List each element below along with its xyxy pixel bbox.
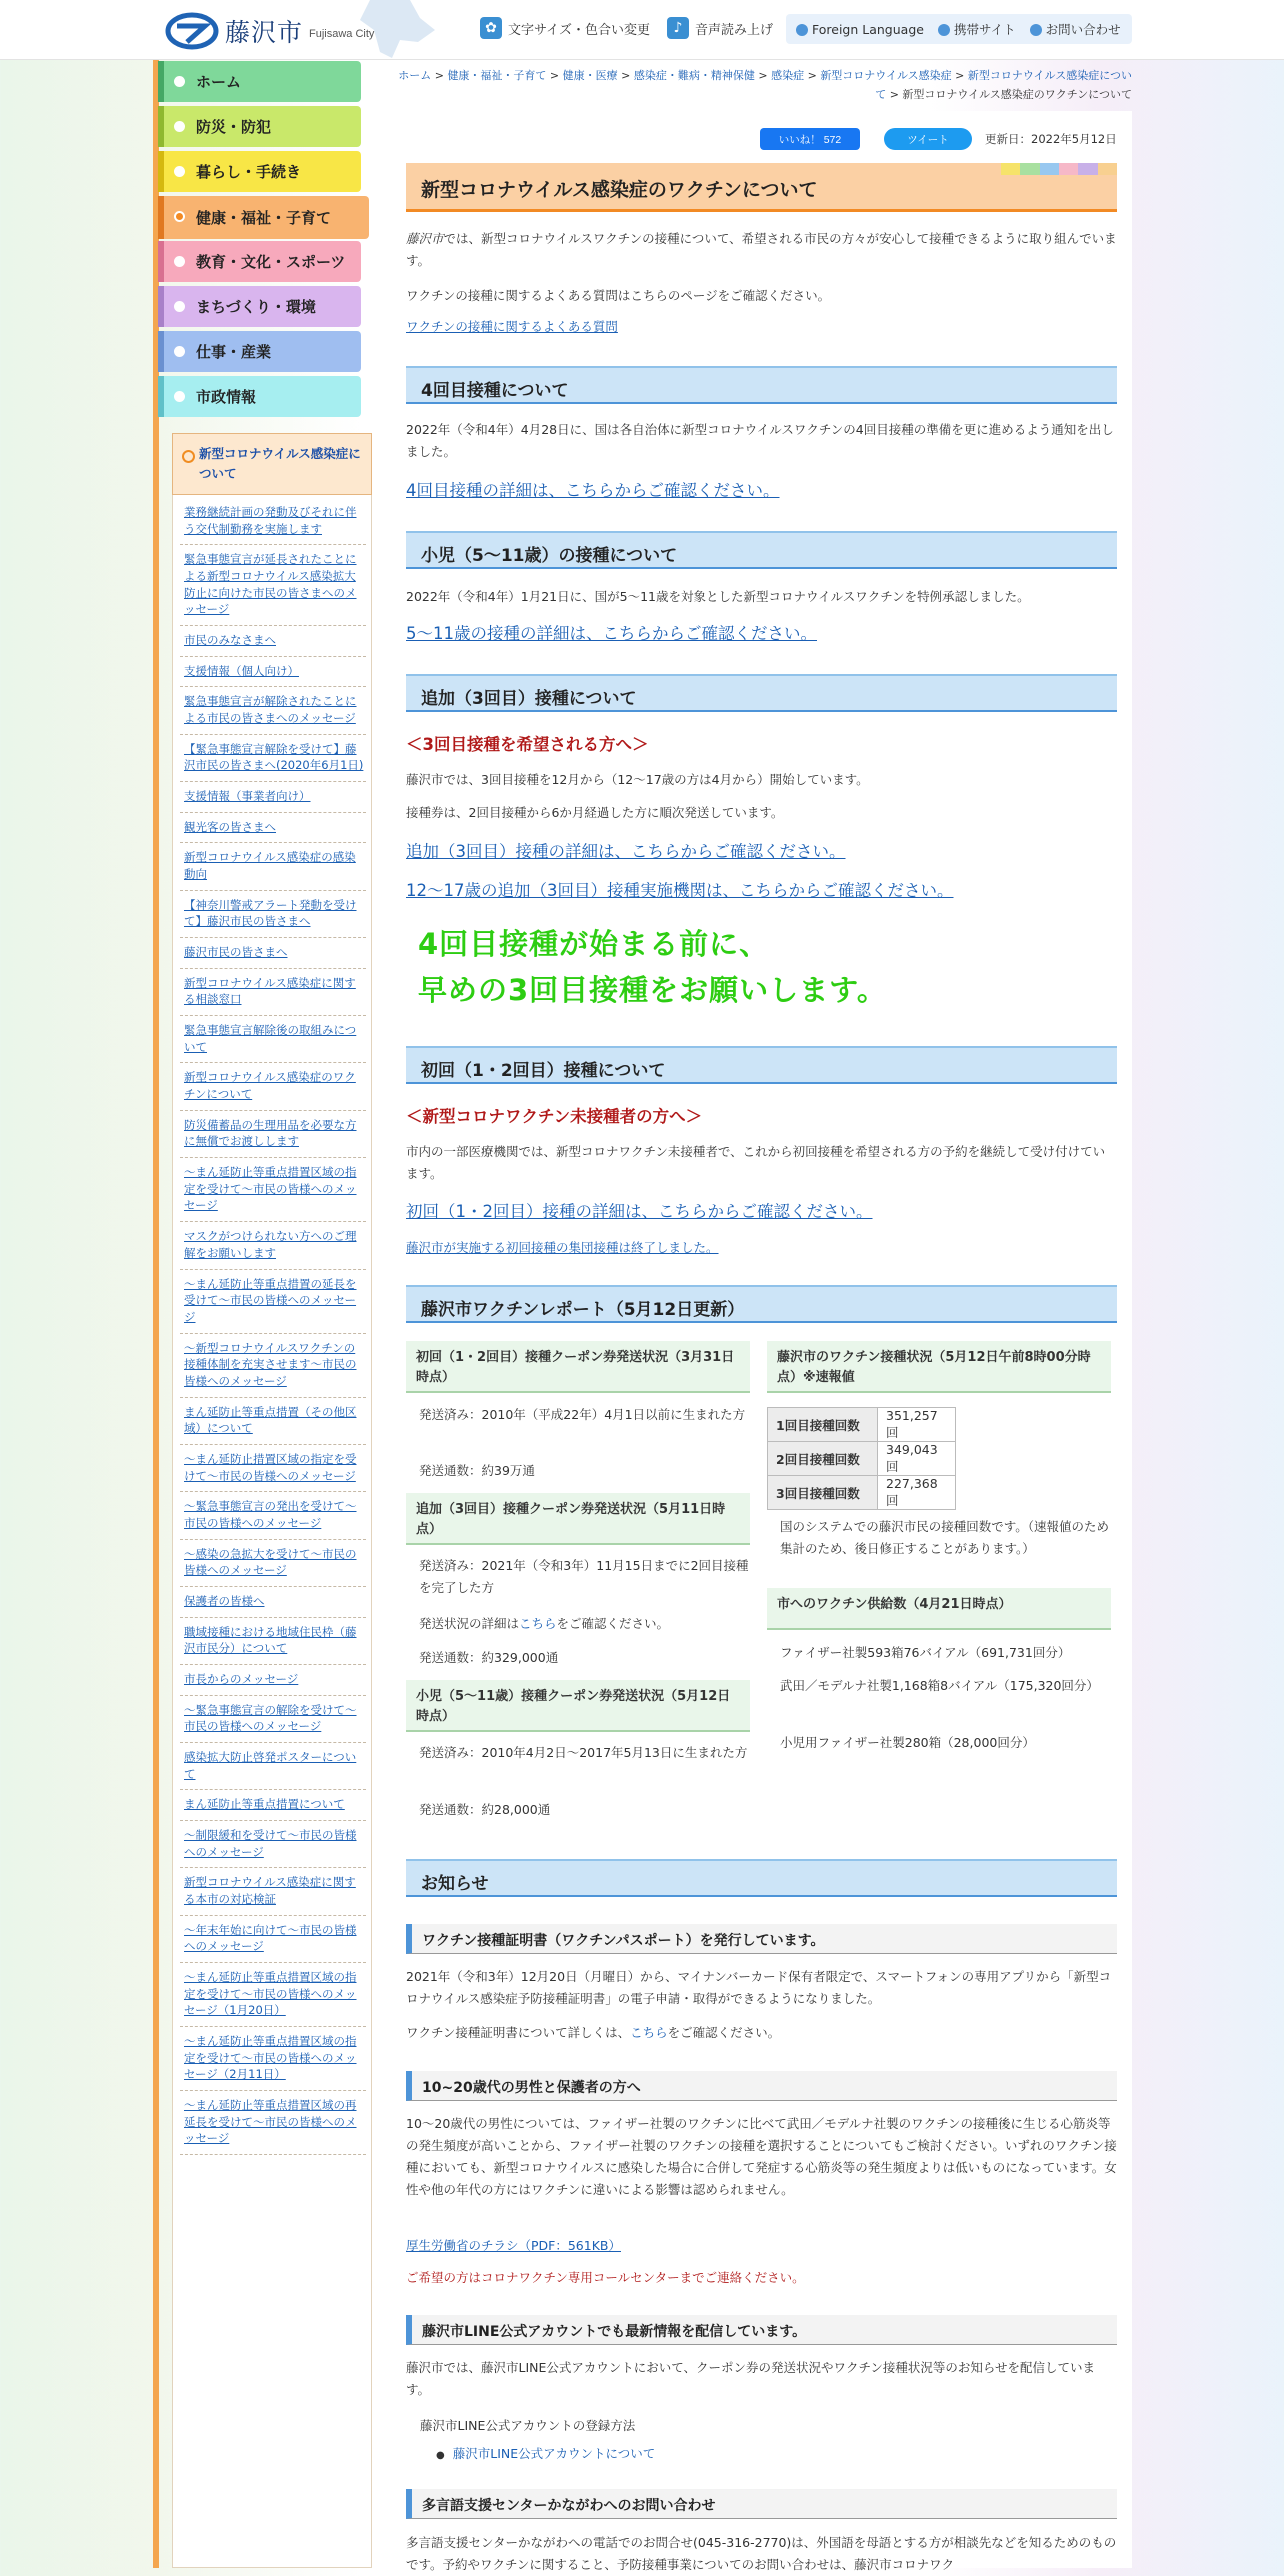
sidebar-link[interactable]: 新型コロナウイルス感染症の感染動向 (180, 843, 366, 890)
sidebar-link[interactable]: 防災備蓄品の生理用品を必要な方に無償でお渡しします (180, 1111, 366, 1158)
sidebar-link[interactable]: ～まん延防止等重点措置の延長を受けて～市民の皆様へのメッセージ (180, 1270, 366, 1334)
sidebar-link[interactable]: 藤沢市民の皆さまへ (180, 938, 366, 969)
breadcrumb-link[interactable]: 新型コロナウイルス感染症について (875, 69, 1132, 102)
sidebar-accent-line (153, 60, 159, 2568)
detail-suffix: をご確認ください。 (556, 1616, 670, 1631)
nav-label: ホーム (196, 73, 242, 91)
mobile-site-label: 携帯サイト (953, 22, 1016, 37)
sidebar-link[interactable]: 支援情報（事業者向け） (180, 782, 366, 813)
bullet-icon (796, 24, 808, 36)
notice-passport-heading: ワクチン接種証明書（ワクチンパスポート）を発行しています。 (406, 1924, 1117, 1954)
color-strip-swatch (1078, 163, 1097, 175)
sidebar-link[interactable]: マスクがつけられない方へのご理解をお願いします (180, 1222, 366, 1269)
sidebar-link[interactable]: 緊急事態宣言が延長されたことによる新型コロナウイルス感染拡大防止に向けた市民の皆さまへのメッセージ (180, 545, 366, 626)
sidebar-link[interactable]: ～年末年始に向けて～市民の皆様へのメッセージ (180, 1916, 366, 1963)
color-strip (1001, 163, 1117, 175)
breadcrumb-separator: > (617, 69, 634, 82)
first-dose-link[interactable]: 初回（1・2回目）接種の詳細は、こちらからご確認ください。 (406, 1202, 873, 1221)
booster-paragraph-1: 藤沢市では、3回目接種を12月から（12～17歳の方は4月から）開始しています。 (406, 772, 869, 787)
sidebar-link[interactable]: ～新型コロナウイルスワクチンの接種体制を充実させます～市民の皆様へのメッセージ (180, 1334, 366, 1398)
notice-line-heading: 藤沢市LINE公式アカウントでも最新情報を配信しています。 (406, 2315, 1117, 2345)
nav-item-6[interactable] (158, 286, 361, 327)
breadcrumb-current: 新型コロナウイルス感染症のワクチンについて (902, 88, 1132, 102)
nav-item-7[interactable] (158, 331, 361, 372)
booster-teen-link[interactable]: 12～17歳の追加（3回目）接種実施機関は、こちらからご確認ください。 (406, 881, 954, 900)
line-account-link[interactable]: 藤沢市LINE公式アカウントについて (452, 2446, 656, 2461)
report-booster-coupon-heading: 追加（3回目）接種クーポン券発送状況（5月11日時点） (406, 1493, 750, 1545)
sidebar-link[interactable]: 【緊急事態宣言解除を受けて】藤沢市民の皆さまへ(2020年6月1日) (180, 735, 366, 782)
sidebar-link[interactable]: 職域接種における地域住民枠（藤沢市民分）について (180, 1618, 366, 1665)
tweet-button[interactable] (884, 128, 972, 150)
table-cell-label: 3回目接種回数 (768, 1476, 878, 1510)
vaccination-count-table (767, 1407, 956, 1510)
passport-suffix: をご確認ください。 (667, 2025, 781, 2040)
breadcrumb-separator: > (886, 88, 903, 102)
sidebar-current-link[interactable]: 新型コロナウイルス感染症について (199, 446, 361, 481)
sidebar-link[interactable]: ～まん延防止等重点措置区域の指定を受けて～市民の皆様へのメッセージ (180, 1158, 366, 1222)
intro-paragraph (406, 228, 1117, 272)
sidebar-link[interactable]: 【神奈川警戒アラート発動を受けて】藤沢市民の皆さまへ (180, 891, 366, 938)
sidebar-link[interactable]: 緊急事態宣言解除後の取組みについて (180, 1016, 366, 1063)
breadcrumb-separator: > (431, 69, 448, 82)
bullet-icon: ● (436, 2450, 445, 2461)
report-first-coupon-heading: 初回（1・2回目）接種クーポン券発送状況（3月31日時点） (406, 1341, 750, 1393)
child-paragraph: 2022年（令和4年）1月21日に、国が5～11歳を対象とした新型コロナウイルスワクチンを特例承認しました。 (406, 589, 1030, 604)
report-first-coupon-sent: 発送済み：2010年（平成22年）4月1日以前に生まれた方 (419, 1407, 746, 1422)
city-name: 藤沢市 (225, 18, 304, 47)
sidebar-link[interactable]: ～まん延防止措置区域の指定を受けて～市民の皆様へのメッセージ (180, 1445, 366, 1492)
nav-label: 防災・防犯 (196, 118, 272, 136)
report-first-coupon-count: 発送通数：約39万通 (419, 1463, 535, 1478)
header-links (786, 14, 1132, 44)
notice-young-men-paragraph: 10～20歳代の男性については、ファイザー社製のワクチンに比べて武田／モデルナ社製のワクチンの接種後に生じる心筋炎等の発生頻度が高いことから、ファイザー社製のワクチンの接種を選択することについてもご検討ください。いずれのワクチン接種においても、新型コロナウイルスに感染した場合に合併して発症する心筋炎等の発生頻度よりは低いものになっています。女性や他の年代の方にはワクチンに違いによる影響は認められません。 (406, 2116, 1117, 2197)
notice-line-item (436, 2443, 1147, 2465)
sidebar-link[interactable]: 緊急事態宣言が解除されたことによる市民の皆さまへのメッセージ (180, 687, 366, 734)
booster-link[interactable]: 追加（3回目）接種の詳細は、こちらからご確認ください。 (406, 842, 846, 861)
sidebar-link[interactable]: ～まん延防止等重点措置区域の指定を受けて～市民の皆様へのメッセージ（1月20日） (180, 1963, 366, 2027)
sidebar-link[interactable]: 市民のみなさまへ (180, 626, 366, 657)
report-booster-coupon-detail (419, 1613, 669, 1635)
contact-link[interactable] (1030, 20, 1121, 38)
nav-item-5[interactable] (158, 241, 361, 282)
table-row (768, 1442, 956, 1476)
nav-item-4[interactable] (158, 196, 369, 239)
nav-label: 教育・文化・スポーツ (196, 253, 346, 271)
heading-notice: お知らせ (406, 1859, 1117, 1897)
like-label: いいね！ 572 (778, 133, 842, 146)
sidebar-link[interactable]: まん延防止等重点措置について (180, 1790, 366, 1821)
facebook-like-button[interactable] (760, 128, 860, 150)
report-vaccination-status-heading: 藤沢市のワクチン接種状況（5月12日午前8時00分時点）※速報値 (767, 1341, 1111, 1393)
text-size-label: 文字サイズ・色合い変更 (508, 22, 650, 38)
bullet-icon (938, 24, 950, 36)
report-child-coupon-heading: 小児（5～11歳）接種クーポン券発送状況（5月12日時点） (406, 1680, 750, 1732)
read-aloud-label: 音声読み上げ (695, 22, 774, 38)
intro-text: では、新型コロナウイルスワクチンの接種について、希望される市民の方々が安心して接種できるように取り組んでいます。 (406, 231, 1117, 268)
dose4-link[interactable]: 4回目接種の詳細は、こちらからご確認ください。 (406, 481, 780, 500)
gear-icon: ✿ (480, 17, 502, 39)
report-booster-coupon-sent: 発送済み：2021年（令和3年）11月15日までに2回目接種を完了した方 (419, 1558, 749, 1595)
faq-intro: ワクチンの接種に関するよくある質問はこちらのページをご確認ください。 (406, 288, 831, 303)
sidebar-link[interactable]: 感染拡大防止啓発ポスターについて (180, 1743, 366, 1790)
sidebar-link[interactable]: ～感染の急拡大を受けて～市民の皆様へのメッセージ (180, 1540, 366, 1587)
color-strip-swatch (1098, 163, 1117, 175)
mobile-site-link[interactable] (938, 20, 1016, 38)
table-row (768, 1408, 956, 1442)
booster-banner-line1: 4回目接種が始まる前に、 (418, 927, 770, 961)
color-strip-swatch (1040, 163, 1059, 175)
detail-prefix: 発送状況の詳細は (419, 1616, 520, 1631)
breadcrumb-link[interactable]: 健康・福祉・子育て (447, 69, 547, 82)
coupon-detail-link[interactable]: こちら (519, 1616, 557, 1631)
city-emblem-icon (165, 12, 219, 50)
report-supply-heading: 市へのワクチン供給数（4月21日時点） (767, 1588, 1111, 1630)
report-child-coupon-sent: 発送済み：2010年4月2日～2017年5月13日に生まれた方 (419, 1745, 748, 1760)
sidebar-link[interactable]: 新型コロナウイルス感染症に関する本市の対応検証 (180, 1868, 366, 1915)
child-link[interactable]: 5～11歳の接種の詳細は、こちらからご確認ください。 (406, 624, 817, 643)
sidebar-link[interactable]: 観光客の皆さまへ (180, 813, 366, 844)
sidebar-link[interactable]: ～まん延防止等重点措置区域の指定を受けて～市民の皆様へのメッセージ（2月11日） (180, 2027, 366, 2091)
sidebar-link[interactable]: 保護者の皆様へ (180, 1587, 366, 1618)
heading-booster: 追加（3回目）接種について (406, 674, 1117, 712)
nav-label: 健康・福祉・子育て (196, 209, 332, 227)
city-name-en: Fujisawa City (309, 28, 375, 40)
breadcrumb-separator: > (754, 69, 772, 82)
nav-label: まちづくり・環境 (196, 298, 316, 316)
notice-passport-paragraph: 2021年（令和3年）12月20日（月曜日）から、マイナンバーカード保有者限定で、スマートフォンの専用アプリから「新型コロナウイルス感染症予防接種証明書」の電子申請・取得ができるようになりました。 (406, 1969, 1112, 2006)
nav-item-8[interactable] (158, 376, 361, 417)
call-center-notice: ご希望の方はコロナワクチン専用コールセンターまでご連絡ください。 (406, 2270, 805, 2285)
nav-item-3[interactable] (158, 151, 361, 192)
updated-date: 更新日：2022年5月12日 (985, 132, 1117, 146)
tweet-label: ツイート (907, 133, 949, 146)
table-cell-value: 349,043回 (878, 1442, 956, 1476)
nav-item-2[interactable] (158, 106, 361, 147)
passport-prefix: ワクチン接種証明書について詳しくは、 (406, 2025, 631, 2040)
breadcrumb-link[interactable]: 健康・医療 (562, 69, 618, 82)
site-header (0, 0, 1284, 60)
color-strip-swatch (1020, 163, 1039, 175)
breadcrumb-separator: > (546, 69, 563, 82)
city-map-silhouette (340, 0, 450, 60)
breadcrumb-link[interactable]: 感染症・難病・精神保健 (633, 69, 755, 82)
intro-city: 藤沢市 (406, 231, 444, 246)
sidebar-link[interactable]: ～制限緩和を受けて～市民の皆様へのメッセージ (180, 1821, 366, 1868)
table-cell-label: 2回目接種回数 (768, 1442, 878, 1476)
nav-label: 市政情報 (196, 388, 257, 406)
first-dose-paragraph: 市内の一部医療機関では、新型コロナワクチン未接種者で、これから初回接種を希望される方の予約を継続して受け付けています。 (406, 1144, 1106, 1181)
heading-vaccine-report: 藤沢市ワクチンレポート（5月12日更新） (406, 1285, 1117, 1323)
mhlw-flyer-link[interactable]: 厚生労働省のチラシ（PDF：561KB） (406, 2238, 621, 2253)
sidebar-link[interactable]: ～緊急事態宣言の発出を受けて～市民の皆様へのメッセージ (180, 1492, 366, 1539)
read-aloud-button[interactable] (667, 17, 773, 39)
sidebar-link[interactable]: 業務継続計画の発動及びそれに伴う交代制勤務を実施します (180, 498, 366, 545)
booster-paragraph-2: 接種券は、2回目接種から6か月経過した方に順次発送しています。 (406, 805, 784, 820)
breadcrumb-separator: > (951, 69, 968, 82)
sidebar-link[interactable]: まん延防止等重点措置（その他区域）について (180, 1398, 366, 1445)
color-strip-swatch (1059, 163, 1078, 175)
notice-young-men-heading: 10~20歳代の男性と保護者の方へ (406, 2071, 1117, 2101)
report-supply-moderna: 武田／モデルナ社製1,168箱8バイアル（175,320回分） (780, 1678, 1099, 1693)
notice-line-paragraph: 藤沢市では、藤沢市LINE公式アカウントにおいて、クーポン券の発送状況やワクチン接種状況等のお知らせを配信しています。 (406, 2360, 1096, 2397)
notice-passport-detail (406, 2022, 1117, 2044)
breadcrumb (392, 66, 1132, 105)
sidebar-link[interactable]: 新型コロナウイルス感染症に関する相談窓口 (180, 969, 366, 1016)
sidebar-link-list (180, 498, 366, 2155)
notice-line-subheading: 藤沢市LINE公式アカウントの登録方法 (420, 2418, 636, 2433)
booster-subheading: ＜3回目接種を希望される方へ＞ (406, 735, 649, 754)
breadcrumb-link[interactable]: 感染症 (771, 69, 805, 82)
breadcrumb-separator: > (804, 69, 821, 82)
table-cell-value: 227,368回 (878, 1476, 956, 1510)
first-dose-subheading: ＜新型コロナワクチン未接種者の方へ＞ (406, 1107, 703, 1126)
nav-item-1[interactable] (158, 61, 361, 102)
contact-label: お問い合わせ (1045, 22, 1121, 37)
breadcrumb-link[interactable]: 新型コロナウイルス感染症 (820, 69, 952, 82)
breadcrumb-link[interactable]: ホーム (398, 69, 432, 82)
foreign-language-link[interactable] (796, 22, 924, 37)
table-row (768, 1476, 956, 1510)
sidebar-link[interactable]: 支援情報（個人向け） (180, 657, 366, 688)
text-size-button[interactable] (480, 17, 650, 39)
report-supply-pfizer: ファイザー社製593箱76バイアル（691,731回分） (780, 1645, 1071, 1660)
notice-multilingual-paragraph: 多言語支援センターかながわへの電話でのお問合せ(045-316-2770)は、外国語を母語とする方が相談先などを知るためのものです。予約やワクチンに関すること、予防接種事業についてのお問い合わせは、藤沢市コロナワク (406, 2535, 1117, 2572)
group-vaccination-ended-link[interactable]: 藤沢市が実施する初回接種の集団接種は終了しました。 (406, 1240, 719, 1255)
page-title: 新型コロナウイルス感染症のワクチンについて (406, 163, 1117, 212)
report-supply-child: 小児用ファイザー社製280箱（28,000回分） (780, 1735, 1035, 1750)
booster-banner-line2: 早めの3回目接種をお願いします。 (418, 973, 887, 1007)
report-status-note: 国のシステムでの藤沢市民の接種回数です。（速報値のため集計のため、後日修正することがあります。） (780, 1519, 1110, 1556)
nav-label: 仕事・産業 (196, 343, 272, 361)
sidebar-link[interactable]: ～緊急事態宣言の解除を受けて～市民の皆様へのメッセージ (180, 1696, 366, 1743)
foreign-language-label: Foreign Language (812, 21, 924, 37)
sidebar-link[interactable]: 新型コロナウイルス感染症のワクチンについて (180, 1063, 366, 1110)
speaker-icon: ♪ (667, 17, 689, 39)
sidebar-current-section[interactable] (172, 433, 372, 495)
dose4-paragraph: 2022年（令和4年）4月28日に、国は各自治体に新型コロナウイルスワクチンの4回目接種の準備を更に進めるよう通知を出しました。 (406, 422, 1114, 459)
heading-dose4: 4回目接種について (406, 366, 1117, 404)
sidebar-link[interactable]: ～まん延防止等重点措置区域の再延長を受けて～市民の皆様へのメッセージ (180, 2091, 366, 2155)
table-cell-value: 351,257回 (878, 1408, 956, 1442)
notice-multilingual-heading: 多言語支援センターかながわへのお問い合わせ (406, 2489, 1117, 2519)
nav-label: 暮らし・手続き (196, 163, 302, 181)
report-child-coupon-count: 発送通数：約28,000通 (419, 1802, 551, 1817)
bullet-icon (1030, 24, 1042, 36)
faq-link[interactable]: ワクチンの接種に関するよくある質問 (406, 319, 618, 334)
table-cell-label: 1回目接種回数 (768, 1408, 878, 1442)
sidebar-link[interactable]: 市長からのメッセージ (180, 1665, 366, 1696)
heading-first-dose: 初回（1・2回目）接種について (406, 1046, 1117, 1084)
color-strip-swatch (1001, 163, 1020, 175)
report-booster-coupon-count: 発送通数：約329,000通 (419, 1650, 559, 1665)
heading-child: 小児（5～11歳）の接種について (406, 531, 1117, 569)
passport-detail-link[interactable]: こちら (630, 2025, 668, 2040)
